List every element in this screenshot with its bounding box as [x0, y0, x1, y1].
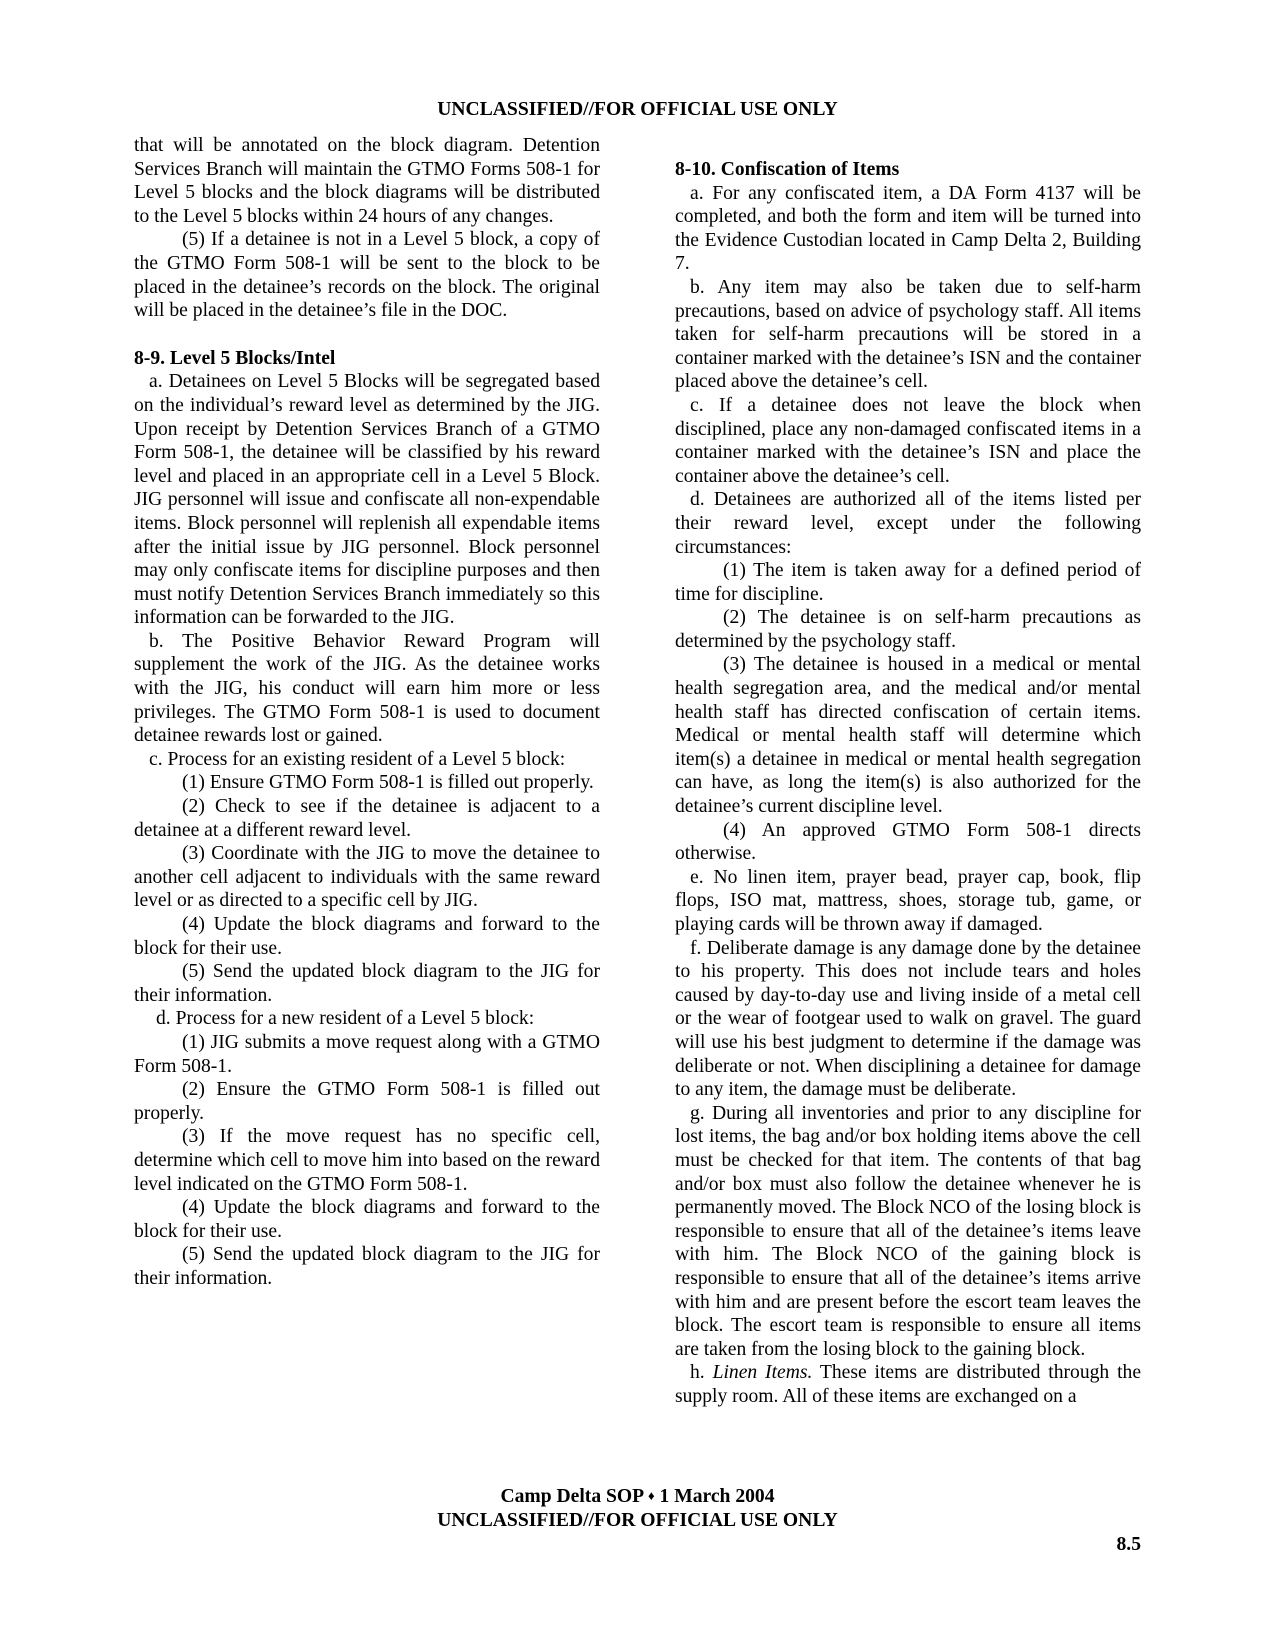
paragraph-8-10-h-text: These items are distributed through the supply room. All of these items are exchanged on a [675, 1362, 1142, 1407]
footer-date: 1 March 2004 [659, 1486, 775, 1507]
paragraph-8-10-a: a. For any confiscated item, a DA Form 4137 will be completed, and both the form and item will be turned into the Evidence Custodian located in Camp Delta 2, Building 7. [675, 182, 1141, 275]
paragraph-8-9-c-3: (3) Coordinate with the JIG to move the detainee to another cell adjacent to individuals with the same reward level or as directed to a specific cell by JIG. [134, 843, 600, 912]
paragraph-item-5: (5) If a detainee is not in a Level 5 block, a copy of the GTMO Form 508-1 will be sent to the block to be placed in the detainee’s records on the block. The original will be placed in the detainee’s file in the DOC. [134, 229, 600, 322]
paragraph-8-10-b: b. Any item may also be taken due to self-harm precautions, based on advice of psychology staff. All items taken for self-harm precautions will be stored in a container marked with the detainee’s ISN and the container placed above the detainee’s cell. [675, 276, 1141, 393]
section-heading-8-10: 8-10. Confiscation of Items [675, 159, 900, 180]
paragraph-8-9-d-2: (2) Ensure the GTMO Form 508-1 is filled out properly. [134, 1079, 600, 1124]
header-classification: UNCLASSIFIED//FOR OFFICIAL USE ONLY [437, 99, 838, 120]
footer [0, 1484, 1275, 1533]
paragraph-8-9-c-4: (4) Update the block diagrams and forward to the block for their use. [134, 914, 600, 959]
footer-classification: UNCLASSIFIED//FOR OFFICIAL USE ONLY [437, 1510, 838, 1531]
paragraph-8-10-f: f. Deliberate damage is any damage done by the detainee to his property. This does not include tears and holes caused by day-to-day use and living inside of a metal cell or the wear of footgear used to walk on gravel. The guard will use his best judgment to determine if the damage was deliberate or not. When disciplining a detainee for damage to any item, the damage must be deliberate. [675, 937, 1141, 1101]
paragraph-8-10-d: d. Detainees are authorized all of the items listed per their reward level, except under the following circumstances: [675, 489, 1141, 558]
paragraph-8-9-c-5: (5) Send the updated block diagram to the JIG for their information. [134, 961, 600, 1006]
paragraph-8-9-d-4: (4) Update the block diagrams and forward to the block for their use. [134, 1197, 600, 1242]
paragraph-8-10-d-3: (3) The detainee is housed in a medical or mental health segregation area, and the medical and/or mental health staff has directed confiscation of certain items. Medical or mental health staff will determine which item(s) a detainee in medical or mental health segregation can have, as long the item(s) is also authorized for the detainee’s current discipline level. [675, 654, 1141, 818]
diamond-separator-icon: ♦ [647, 1488, 655, 1503]
paragraph-continuation: that will be annotated on the block diagram. Detention Services Branch will maintain the GTMO Forms 508-1 for Level 5 blocks and the block diagrams will be distributed to the Level 5 blocks within 24 hours of any changes. [134, 135, 600, 227]
paragraph-8-9-c: c. Process for an existing resident of a Level 5 block: [149, 748, 566, 770]
paragraph-8-10-d-1: (1) The item is taken away for a defined period of time for discipline. [675, 560, 1141, 605]
page-number: 8.5 [1116, 1534, 1141, 1555]
right-column [675, 158, 1141, 1408]
paragraph-8-9-c-2: (2) Check to see if the detainee is adjacent to a detainee at a different reward level. [134, 796, 600, 841]
paragraph-8-10-d-4: (4) An approved GTMO Form 508-1 directs otherwise. [675, 819, 1141, 865]
footer-doc-line [0, 1484, 1275, 1509]
paragraph-8-9-c-1: (1) Ensure GTMO Form 508-1 is filled out properly. [182, 772, 594, 794]
paragraph-8-9-d-1: (1) JIG submits a move request along with a GTMO Form 508-1. [134, 1031, 600, 1077]
left-column [134, 134, 600, 1291]
paragraph-8-9-d: d. Process for a new resident of a Level 5 block: [156, 1008, 535, 1030]
paragraph-8-9-d-3: (3) If the move request has no specific cell, determine which cell to move him into based on the reward level indicated on the GTMO Form 508-1. [134, 1126, 600, 1195]
paragraph-8-10-h-prefix: h. [690, 1362, 713, 1384]
paragraph-8-10-h [675, 1361, 1141, 1408]
paragraph-8-10-d-2: (2) The detainee is on self-harm precautions as determined by the psychology staff. [675, 607, 1141, 652]
paragraph-8-10-h-lead: Linen Items. [712, 1362, 813, 1384]
paragraph-8-9-a: a. Detainees on Level 5 Blocks will be segregated based on the individual’s reward level as determined by the JIG. Upon receipt by Detention Services Branch of a GTMO Form 508-1, the detainee will be classified by his reward level and placed in an appropriate cell in a Level 5 Block. JIG personnel will issue and confiscate all non-expendable items. Block personnel will replenish all expendable items after the initial issue by JIG personnel. Block personnel may only confiscate items for discipline purposes and then must notify Detention Services Branch immediately so this information can be forwarded to the JIG. [134, 371, 600, 629]
paragraph-8-10-g: g. During all inventories and prior to any discipline for lost items, the bag and/or box holding items above the cell must be checked for that item. The contents of that bag and/or box must also follow the detainee whenever he is permanently moved. The Block NCO of the losing block is responsible to ensure that all of the detainee’s items leave with him. The Block NCO of the gaining block is responsible to ensure that all of the detainee’s items arrive with him and are present before the escort team leaves the block. The escort team is responsible to ensure all items are taken from the losing block to the gaining block. [675, 1102, 1141, 1360]
paragraph-8-9-d-5: (5) Send the updated block diagram to the JIG for their information. [134, 1244, 600, 1289]
paragraph-8-10-c: c. If a detainee does not leave the block when disciplined, place any non-damaged confiscated items in a container marked with the detainee’s ISN and place the container above the detainee’s cell. [675, 394, 1141, 487]
paragraph-8-9-b: b. The Positive Behavior Reward Program will supplement the work of the JIG. As the detainee works with the JIG, his conduct will earn him more or less privileges. The GTMO Form 508-1 is used to document detainee rewards lost or gained. [134, 630, 600, 747]
footer-doc-title: Camp Delta SOP [500, 1486, 644, 1507]
paragraph-8-10-e: e. No linen item, prayer bead, prayer cap, book, flip flops, ISO mat, mattress, shoes, storage tub, game, or playing cards will be thrown away if damaged. [675, 866, 1141, 935]
section-heading-8-9: 8-9. Level 5 Blocks/Intel [134, 347, 336, 369]
